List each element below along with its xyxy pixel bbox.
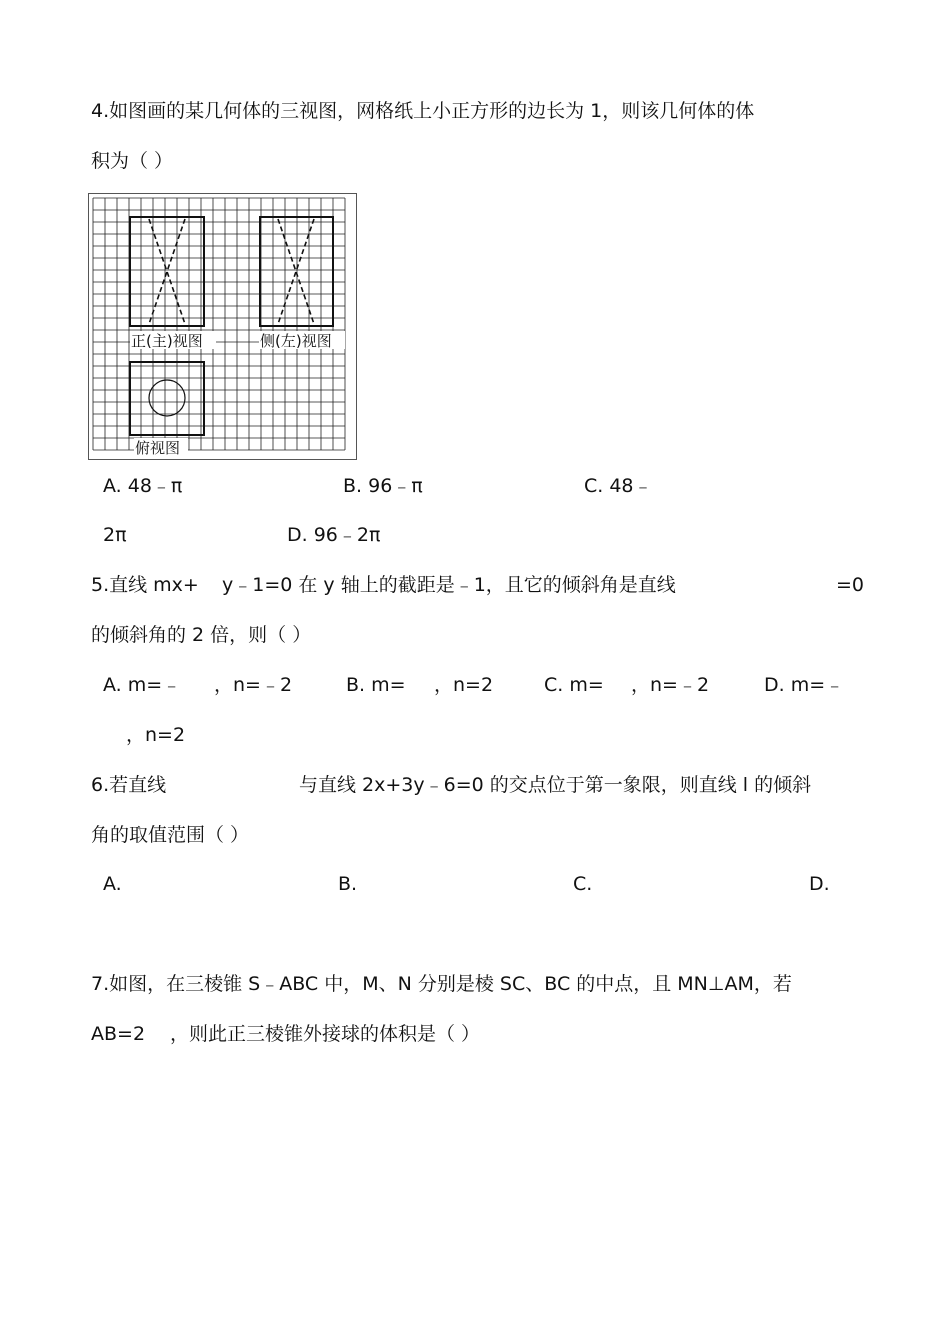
q5-text-line1-part2: y﹣1=0 在 y 轴上的截距是﹣1，且它的倾斜角是直线	[222, 574, 676, 596]
q4-text-line2: 积为（ ）	[91, 150, 174, 172]
q6-option-d: D.	[809, 873, 830, 895]
q5-text-line1-part3: =0	[836, 574, 865, 596]
q5-option-b-part2: ，n=2	[434, 674, 494, 696]
q6-option-b: B.	[338, 873, 358, 895]
q5-option-c-part1: C. m=	[544, 674, 604, 696]
q6-option-a: A.	[103, 873, 122, 895]
q6-text-line1-part2: 与直线 2x+3y﹣6=0 的交点位于第一象限，则直线 l 的倾斜	[299, 774, 812, 796]
front-view-label: 正(主)视图	[131, 332, 203, 350]
side-view-label: 侧(左)视图	[260, 332, 332, 350]
q7-text-line2-part2: ，则此正三棱锥外接球的体积是（ ）	[170, 1023, 481, 1045]
q4-text-line1: 4.如图画的某几何体的三视图，网格纸上小正方形的边长为 1，则该几何体的体	[91, 100, 755, 122]
q4-option-c-continued: 2π	[103, 524, 127, 546]
q5-option-a-part2: ，n=﹣2	[214, 674, 293, 696]
q6-text-line2: 角的取值范围（ ）	[91, 824, 250, 846]
top-view-label: 俯视图	[135, 439, 181, 457]
q5-option-b-part1: B. m=	[346, 674, 406, 696]
q7-text-line1: 7.如图，在三棱锥 S﹣ABC 中，M、N 分别是棱 SC、BC 的中点，且 MN⊥AM，若	[91, 973, 792, 995]
q5-option-d-part1: D. m=﹣	[764, 674, 845, 696]
q6-text-line1-part1: 6.若直线	[91, 774, 167, 796]
three-view-figure	[88, 193, 358, 461]
q5-option-c-part2: ，n=﹣2	[631, 674, 710, 696]
q5-text-line2: 的倾斜角的 2 倍，则（ ）	[91, 624, 312, 646]
q7-text-line2-part1: AB=2	[91, 1023, 146, 1045]
q6-option-c: C.	[573, 873, 593, 895]
q5-option-a-part1: A. m=﹣	[103, 674, 182, 696]
q4-option-d: D. 96﹣2π	[287, 524, 381, 546]
q4-option-c: C. 48﹣	[584, 475, 653, 497]
q4-option-b: B. 96﹣π	[343, 475, 423, 497]
q5-option-d-part2: ，n=2	[126, 724, 186, 746]
q4-option-a: A. 48﹣π	[103, 475, 183, 497]
q5-text-line1-part1: 5.直线 mx+	[91, 574, 199, 596]
